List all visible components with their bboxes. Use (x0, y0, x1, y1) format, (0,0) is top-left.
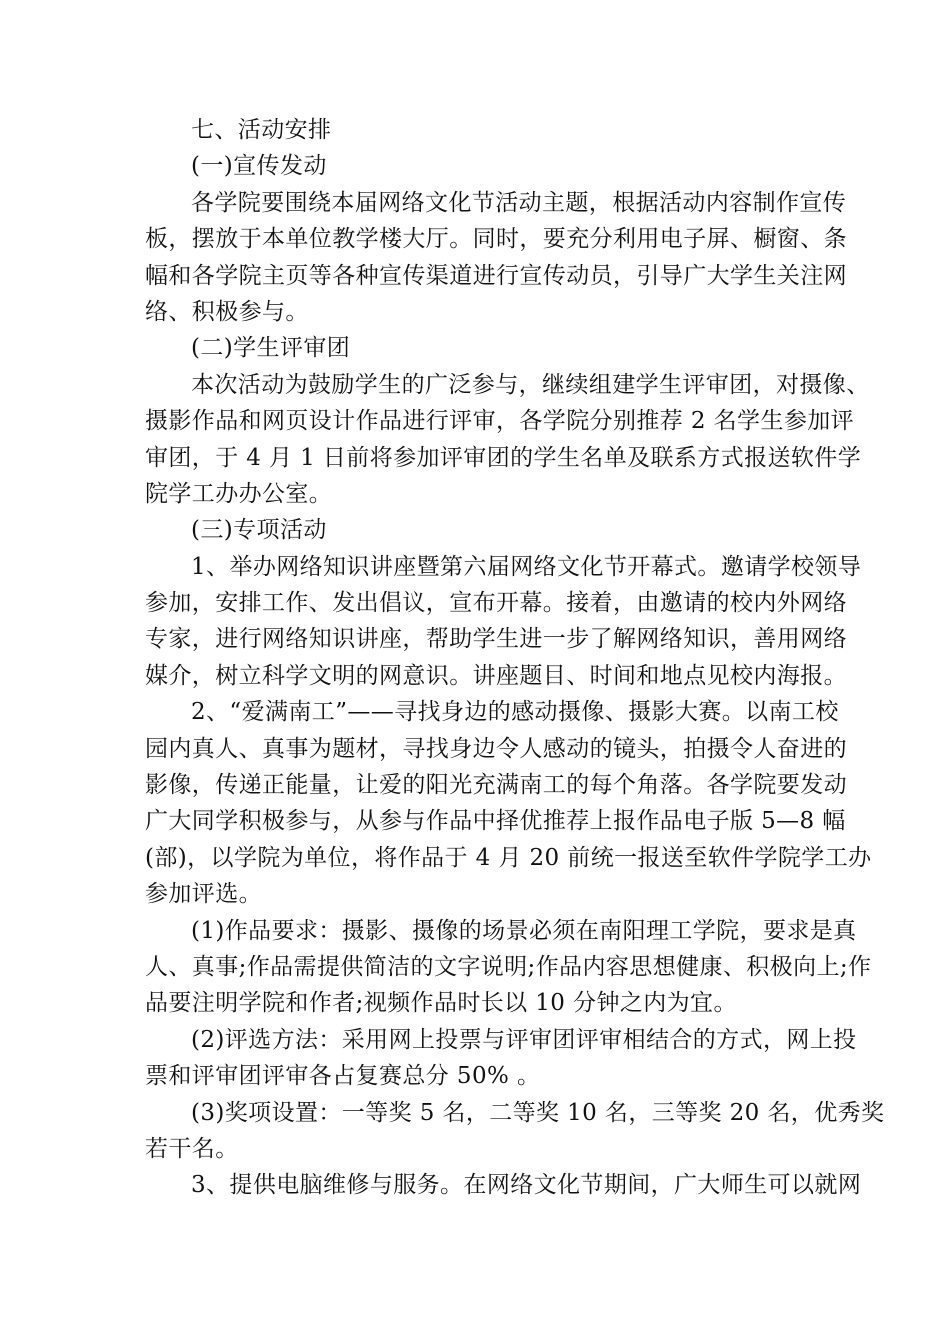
paragraph-line: 幅和各学院主页等各种宣传渠道进行宣传动员，引导广大学生关注网 (145, 262, 847, 289)
subsection-heading-publicity: (一)宣传发动 (191, 153, 327, 180)
paragraph-line: 影像，传递正能量，让爱的阳光充满南工的每个角落。各学院要发动 (145, 772, 847, 799)
paragraph-line: 票和评审团评审各占复赛总分 50% 。 (145, 1063, 541, 1090)
paragraph-line: (3)奖项设置：一等奖 5 名，二等奖 10 名，三等奖 20 名，优秀奖 (191, 1099, 885, 1126)
paragraph-line: 本次活动为鼓励学生的广泛参与，继续组建学生评审团，对摄像、 (191, 371, 870, 398)
paragraph-line: 参加，安排工作、发出倡议，宣布开幕。接着，由邀请的校内外网络 (145, 590, 847, 617)
paragraph-line: 广大同学积极参与，从参与作品中择优推荐上报作品电子版 5—8 幅 (145, 808, 846, 835)
section-heading-activity-arrangement: 七、活动安排 (191, 117, 332, 143)
paragraph-line: 若干名。 (145, 1135, 239, 1162)
paragraph-line: (2)评选方法：采用网上投票与评审团评审相结合的方式，网上投 (191, 1026, 857, 1053)
paragraph-line: 专家，进行网络知识讲座，帮助学生进一步了解网络知识，善用网络 (145, 626, 847, 653)
paragraph-line: 参加评选。 (145, 881, 262, 908)
document-body (145, 112, 885, 1204)
subsection-heading-special-activities: (三)专项活动 (191, 517, 327, 544)
paragraph-line: 1、举办网络知识讲座暨第六届网络文化节开幕式。邀请学校领导 (191, 553, 862, 580)
paragraph-line: (部)，以学院为单位，将作品于 4 月 20 前统一报送至软件学院学工办 (145, 844, 872, 871)
paragraph-line: 3、提供电脑维修与服务。在网络文化节期间，广大师生可以就网 (191, 1172, 862, 1199)
paragraph-line: (1)作品要求：摄影、摄像的场景必须在南阳理工学院，要求是真 (191, 917, 857, 944)
paragraph-line: 院学工办办公室。 (145, 480, 333, 507)
paragraph-line: 品要注明学院和作者;视频作品时长以 10 分钟之内为宜。 (145, 990, 737, 1017)
paragraph-line: 人、真事;作品需提供简洁的文字说明;作品内容思想健康、积极向上;作 (145, 953, 872, 980)
paragraph-line: 2、“爱满南工”——寻找身边的感动摄像、摄影大赛。以南工校 (191, 699, 839, 726)
paragraph-line: 板，摆放于本单位教学楼大厅。同时，要充分利用电子屏、橱窗、条 (145, 226, 847, 253)
paragraph-line: 络、积极参与。 (145, 298, 309, 325)
paragraph-line: 各学院要围绕本届网络文化节活动主题，根据活动内容制作宣传 (191, 189, 847, 216)
subsection-heading-student-jury: (二)学生评审团 (191, 335, 351, 362)
paragraph-line: 园内真人、真事为题材，寻找身边令人感动的镜头，拍摄令人奋进的 (145, 735, 847, 762)
paragraph-line: 审团，于 4 月 1 日前将参加评审团的学生名单及联系方式报送软件学 (145, 444, 862, 471)
paragraph-line: 摄影作品和网页设计作品进行评审，各学院分别推荐 2 名学生参加评 (145, 408, 855, 435)
paragraph-line: 媒介，树立科学文明的网意识。讲座题目、时间和地点见校内海报。 (145, 662, 847, 689)
